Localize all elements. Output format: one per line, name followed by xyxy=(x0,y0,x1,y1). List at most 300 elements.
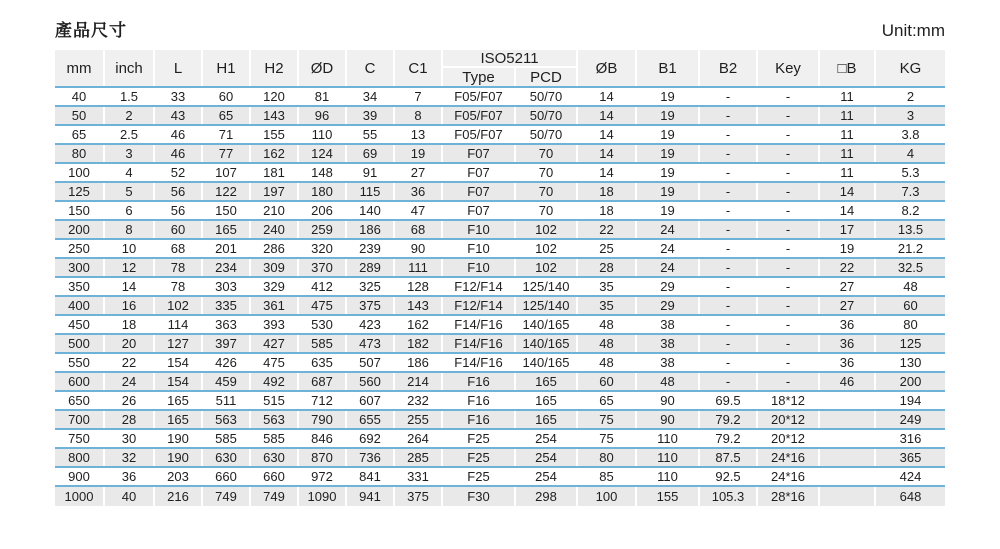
table-cell: 140/165 xyxy=(516,335,578,352)
table-cell: 11 xyxy=(820,88,876,105)
table-cell: 630 xyxy=(203,449,251,466)
table-row xyxy=(55,145,945,164)
table-row xyxy=(55,449,945,468)
table-cell: 370 xyxy=(299,259,347,276)
table-cell: 50/70 xyxy=(516,88,578,105)
table-cell: 165 xyxy=(203,221,251,238)
table-cell: 21.2 xyxy=(897,241,924,256)
table-cell xyxy=(820,468,876,485)
table-cell: 600 xyxy=(55,373,105,390)
table-cell: 110 xyxy=(299,126,347,143)
table-cell: 190 xyxy=(155,430,203,447)
table-cell: - xyxy=(758,145,820,162)
table-cell: 14 xyxy=(578,164,637,181)
table-cell: 13.5 xyxy=(897,222,924,237)
table-row xyxy=(55,126,945,145)
table-cell: 255 xyxy=(395,411,443,428)
table-cell: - xyxy=(758,297,820,314)
table-cell: 289 xyxy=(347,259,395,276)
table-row xyxy=(55,335,945,354)
table-cell: 78 xyxy=(155,278,203,295)
table-cell: 3 xyxy=(906,108,915,123)
table-cell: F14/F16 xyxy=(443,335,516,352)
table-cell: 26 xyxy=(105,392,155,409)
table-cell: - xyxy=(758,335,820,352)
col-header-ob: ØB xyxy=(578,50,637,86)
table-cell: 492 xyxy=(251,373,299,390)
table-cell: 77 xyxy=(203,145,251,162)
table-body xyxy=(55,88,945,506)
table-cell: - xyxy=(700,164,758,181)
table-cell: 18 xyxy=(105,316,155,333)
table-row xyxy=(55,468,945,487)
table-cell: 46 xyxy=(820,373,876,390)
table-cell: 36 xyxy=(820,335,876,352)
table-cell: 5 xyxy=(105,183,155,200)
page-title: 產品尺寸 xyxy=(55,21,127,40)
table-cell: 122 xyxy=(203,183,251,200)
table-cell: 28 xyxy=(578,259,637,276)
table-cell: 34 xyxy=(347,88,395,105)
table-cell: 27 xyxy=(820,297,876,314)
table-row xyxy=(55,487,945,506)
table-cell: F07 xyxy=(443,145,516,162)
table-cell: 80 xyxy=(55,145,105,162)
table-cell: 239 xyxy=(347,240,395,257)
table-cell: 162 xyxy=(251,145,299,162)
table-cell: - xyxy=(700,316,758,333)
table-cell: 50 xyxy=(55,107,105,124)
table-cell: 60 xyxy=(155,221,203,238)
table-cell: 39 xyxy=(347,107,395,124)
table-cell: 71 xyxy=(203,126,251,143)
table-cell: F07 xyxy=(443,202,516,219)
table-cell: 2 xyxy=(105,107,155,124)
table-cell: - xyxy=(700,88,758,105)
table-cell: - xyxy=(700,259,758,276)
table-cell: 7.3 xyxy=(901,184,920,199)
table-cell: 2 xyxy=(906,89,915,104)
table-row xyxy=(55,411,945,430)
table-cell: 75 xyxy=(578,430,637,447)
table-cell: F25 xyxy=(443,449,516,466)
col-header-squareb: □B xyxy=(820,50,876,86)
table-cell: 65 xyxy=(203,107,251,124)
table-cell: 110 xyxy=(637,449,700,466)
table-cell: 65 xyxy=(55,126,105,143)
table-cell: 36 xyxy=(820,316,876,333)
table-cell: 194 xyxy=(899,393,922,408)
table-cell: 5.3 xyxy=(901,165,920,180)
table-cell: 48 xyxy=(578,354,637,371)
table-cell: 87.5 xyxy=(700,449,758,466)
table-cell: 412 xyxy=(299,278,347,295)
table-cell: 397 xyxy=(203,335,251,352)
table-cell: 69 xyxy=(347,145,395,162)
table-cell: 11 xyxy=(820,107,876,124)
table-cell: 70 xyxy=(516,145,578,162)
table-cell: 33 xyxy=(155,88,203,105)
table-cell: - xyxy=(758,240,820,257)
table-cell: 201 xyxy=(203,240,251,257)
table-cell: 102 xyxy=(516,240,578,257)
col-header-c: C xyxy=(347,50,395,86)
table-row xyxy=(55,354,945,373)
table-cell: 35 xyxy=(578,297,637,314)
table-cell: 110 xyxy=(637,468,700,485)
table-cell: 749 xyxy=(203,487,251,506)
col-header-kg: KG xyxy=(876,50,945,86)
table-cell: 79.2 xyxy=(700,411,758,428)
table-cell: 331 xyxy=(395,468,443,485)
table-cell: 155 xyxy=(251,126,299,143)
table-cell: 10 xyxy=(105,240,155,257)
col-header-b2: B2 xyxy=(700,50,758,86)
table-cell: 197 xyxy=(251,183,299,200)
table-cell: 424 xyxy=(899,469,922,484)
table-cell: 69.5 xyxy=(700,392,758,409)
table-cell: - xyxy=(758,183,820,200)
table-cell: 200 xyxy=(55,221,105,238)
table-cell: 80 xyxy=(903,317,918,332)
table-cell: 14 xyxy=(578,107,637,124)
table-cell: 320 xyxy=(299,240,347,257)
table-cell: 712 xyxy=(299,392,347,409)
table-row xyxy=(55,259,945,278)
table-cell: F16 xyxy=(443,411,516,428)
col-header-inch: inch xyxy=(105,50,155,86)
table-cell: 972 xyxy=(299,468,347,485)
table-cell: 19 xyxy=(637,183,700,200)
table-cell: 46 xyxy=(155,126,203,143)
table-cell: 361 xyxy=(251,297,299,314)
table-cell: 48 xyxy=(903,279,918,294)
table-row xyxy=(55,278,945,297)
table-cell: 90 xyxy=(637,411,700,428)
table-cell: 2.5 xyxy=(105,126,155,143)
table-cell: 563 xyxy=(251,411,299,428)
table-cell: 125/140 xyxy=(516,297,578,314)
table-cell: 200 xyxy=(899,374,922,389)
table-cell: 50/70 xyxy=(516,126,578,143)
table-cell: 125/140 xyxy=(516,278,578,295)
table-row xyxy=(55,316,945,335)
table-cell: F14/F16 xyxy=(443,316,516,333)
table-cell: 165 xyxy=(155,411,203,428)
table-cell: 70 xyxy=(516,164,578,181)
table-cell: 350 xyxy=(55,278,105,295)
table-cell: - xyxy=(700,373,758,390)
table-cell: 214 xyxy=(395,373,443,390)
table-cell: 36 xyxy=(820,354,876,371)
table-cell: 22 xyxy=(105,354,155,371)
table-cell: 3.8 xyxy=(901,127,920,142)
table-row xyxy=(55,240,945,259)
table-cell: 29 xyxy=(637,297,700,314)
table-row xyxy=(55,164,945,183)
table-cell: 182 xyxy=(395,335,443,352)
table-cell: 102 xyxy=(516,259,578,276)
table-cell: 19 xyxy=(637,88,700,105)
table-cell: 127 xyxy=(155,335,203,352)
table-cell: 60 xyxy=(903,298,918,313)
table-cell: 186 xyxy=(395,354,443,371)
table-cell: 143 xyxy=(251,107,299,124)
table-cell: 162 xyxy=(395,316,443,333)
table-cell: 14 xyxy=(820,202,876,219)
table-cell xyxy=(820,449,876,466)
table-cell: - xyxy=(758,373,820,390)
table-cell: 32.5 xyxy=(897,260,924,275)
table-cell: 130 xyxy=(899,355,922,370)
table-cell: 18*12 xyxy=(758,392,820,409)
table-cell: 90 xyxy=(395,240,443,257)
table-row xyxy=(55,88,945,107)
table-cell: 635 xyxy=(299,354,347,371)
table-cell: 19 xyxy=(637,107,700,124)
table-cell: 32 xyxy=(105,449,155,466)
table-cell: 65 xyxy=(578,392,637,409)
table-cell: 450 xyxy=(55,316,105,333)
table-cell: 203 xyxy=(155,468,203,485)
table-cell: 19 xyxy=(395,145,443,162)
table-cell: 70 xyxy=(516,202,578,219)
table-cell: F12/F14 xyxy=(443,297,516,314)
table-cell: 28*16 xyxy=(758,487,820,506)
table-cell: 18 xyxy=(578,202,637,219)
table-cell: 22 xyxy=(578,221,637,238)
table-row xyxy=(55,107,945,126)
table-cell: 100 xyxy=(578,487,637,506)
table-cell: 560 xyxy=(347,373,395,390)
table-cell: 18 xyxy=(578,183,637,200)
table-cell: 190 xyxy=(155,449,203,466)
table-cell: 75 xyxy=(578,411,637,428)
table-cell: 14 xyxy=(820,183,876,200)
table-cell xyxy=(820,487,876,506)
table-cell: 148 xyxy=(299,164,347,181)
table-cell: 14 xyxy=(578,88,637,105)
table-cell: 140/165 xyxy=(516,354,578,371)
table-cell: F30 xyxy=(443,487,516,506)
table-cell: 181 xyxy=(251,164,299,181)
table-cell: 500 xyxy=(55,335,105,352)
table-cell: 19 xyxy=(637,202,700,219)
table-cell: F10 xyxy=(443,240,516,257)
table-cell: - xyxy=(700,126,758,143)
table-cell: 3 xyxy=(105,145,155,162)
table-row xyxy=(55,297,945,316)
table-cell: 375 xyxy=(347,297,395,314)
table-cell: 375 xyxy=(395,487,443,506)
table-row xyxy=(55,373,945,392)
col-header-pcd: PCD xyxy=(516,68,578,86)
table-cell: 165 xyxy=(516,373,578,390)
table-cell: 585 xyxy=(203,430,251,447)
table-cell: 216 xyxy=(155,487,203,506)
table-cell: - xyxy=(700,145,758,162)
table-cell: F05/F07 xyxy=(443,126,516,143)
table-cell: 90 xyxy=(637,392,700,409)
table-cell: 115 xyxy=(347,183,395,200)
table-cell: 155 xyxy=(637,487,700,506)
table-cell: 27 xyxy=(395,164,443,181)
col-header-type: Type xyxy=(443,68,516,86)
table-cell: 110 xyxy=(637,430,700,447)
table-cell: 17 xyxy=(820,221,876,238)
table-cell: 687 xyxy=(299,373,347,390)
table-cell: F14/F16 xyxy=(443,354,516,371)
table-cell: 234 xyxy=(203,259,251,276)
col-header-od: ØD xyxy=(299,50,347,86)
table-cell: F07 xyxy=(443,164,516,181)
table-header xyxy=(55,50,945,88)
col-header-l: L xyxy=(155,50,203,86)
unit-label: Unit:mm xyxy=(881,21,945,40)
table-cell: - xyxy=(700,221,758,238)
table-cell: - xyxy=(758,221,820,238)
table-cell: - xyxy=(758,316,820,333)
table-cell: 206 xyxy=(299,202,347,219)
table-cell: 11 xyxy=(820,145,876,162)
table-cell: 900 xyxy=(55,468,105,485)
table-cell: 585 xyxy=(299,335,347,352)
table-cell: 19 xyxy=(637,164,700,181)
table-cell: 92.5 xyxy=(700,468,758,485)
table-cell: 507 xyxy=(347,354,395,371)
table-cell: 46 xyxy=(155,145,203,162)
table-cell: 250 xyxy=(55,240,105,257)
table-cell xyxy=(820,430,876,447)
table-cell: 100 xyxy=(55,164,105,181)
table-cell: 85 xyxy=(578,468,637,485)
table-cell: 180 xyxy=(299,183,347,200)
table-cell: - xyxy=(758,88,820,105)
table-cell: 27 xyxy=(820,278,876,295)
table-cell: 79.2 xyxy=(700,430,758,447)
table-cell: 800 xyxy=(55,449,105,466)
table-cell: - xyxy=(758,278,820,295)
table-cell: 870 xyxy=(299,449,347,466)
table-cell: 427 xyxy=(251,335,299,352)
table-cell xyxy=(820,392,876,409)
table-cell: 607 xyxy=(347,392,395,409)
table-cell: F16 xyxy=(443,373,516,390)
table-cell: 24*16 xyxy=(758,468,820,485)
table-cell: 24 xyxy=(637,221,700,238)
table-cell: 124 xyxy=(299,145,347,162)
table-cell: 56 xyxy=(155,202,203,219)
table-cell: 365 xyxy=(899,450,922,465)
table-cell: 749 xyxy=(251,487,299,506)
table-cell: 660 xyxy=(203,468,251,485)
col-header-b1: B1 xyxy=(637,50,700,86)
table-cell: 329 xyxy=(251,278,299,295)
table-cell: 50/70 xyxy=(516,107,578,124)
table-cell: 140/165 xyxy=(516,316,578,333)
col-header-mm: mm xyxy=(55,50,105,86)
table-cell: 22 xyxy=(820,259,876,276)
table-cell: 19 xyxy=(637,126,700,143)
table-cell: - xyxy=(700,183,758,200)
topbar xyxy=(55,16,945,41)
table-cell: 40 xyxy=(55,88,105,105)
col-header-key: Key xyxy=(758,50,820,86)
table-cell: 473 xyxy=(347,335,395,352)
table-cell: 630 xyxy=(251,449,299,466)
table-cell: 254 xyxy=(516,468,578,485)
table-cell: 105.3 xyxy=(700,487,758,506)
col-group-header-iso5211: ISO5211 xyxy=(443,50,578,68)
col-header-h2: H2 xyxy=(251,50,299,86)
table-cell: 24 xyxy=(637,259,700,276)
table-cell: 6 xyxy=(105,202,155,219)
table-cell: F10 xyxy=(443,221,516,238)
table-cell: 285 xyxy=(395,449,443,466)
table-cell: - xyxy=(700,297,758,314)
table-cell: 303 xyxy=(203,278,251,295)
table-cell: 1000 xyxy=(55,487,105,506)
table-cell: F05/F07 xyxy=(443,107,516,124)
table-cell: 423 xyxy=(347,316,395,333)
table-cell: 102 xyxy=(516,221,578,238)
table-row xyxy=(55,202,945,221)
table-cell: 38 xyxy=(637,316,700,333)
table-cell: 563 xyxy=(203,411,251,428)
table-cell: 400 xyxy=(55,297,105,314)
table-cell: 68 xyxy=(395,221,443,238)
table-cell: 20*12 xyxy=(758,411,820,428)
table-cell: 325 xyxy=(347,278,395,295)
col-header-c1: C1 xyxy=(395,50,443,86)
table-cell: 249 xyxy=(899,412,922,427)
table-cell: 550 xyxy=(55,354,105,371)
table-cell: F16 xyxy=(443,392,516,409)
table-cell: 78 xyxy=(155,259,203,276)
table-cell: 309 xyxy=(251,259,299,276)
table-cell: 254 xyxy=(516,430,578,447)
table-cell: 55 xyxy=(347,126,395,143)
table-cell: 530 xyxy=(299,316,347,333)
table-cell: 125 xyxy=(899,336,922,351)
table-cell: 210 xyxy=(251,202,299,219)
table-cell: 515 xyxy=(251,392,299,409)
table-cell: 29 xyxy=(637,278,700,295)
table-cell: F12/F14 xyxy=(443,278,516,295)
table-cell: 300 xyxy=(55,259,105,276)
table-cell: 459 xyxy=(203,373,251,390)
table-cell: 750 xyxy=(55,430,105,447)
table-cell: 111 xyxy=(395,259,443,276)
table-cell: 43 xyxy=(155,107,203,124)
table-cell: 298 xyxy=(516,487,578,506)
table-cell: 38 xyxy=(637,354,700,371)
table-cell: 154 xyxy=(155,373,203,390)
table-cell: 52 xyxy=(155,164,203,181)
table-cell: - xyxy=(758,164,820,181)
table-cell: - xyxy=(700,354,758,371)
table-cell: 11 xyxy=(820,126,876,143)
table-cell: 36 xyxy=(105,468,155,485)
table-cell: 38 xyxy=(637,335,700,352)
table-cell: F07 xyxy=(443,183,516,200)
table-cell: 7 xyxy=(395,88,443,105)
table-cell: - xyxy=(700,240,758,257)
table-row xyxy=(55,392,945,411)
table-cell: 19 xyxy=(637,145,700,162)
table-cell: 650 xyxy=(55,392,105,409)
table-cell: 475 xyxy=(251,354,299,371)
